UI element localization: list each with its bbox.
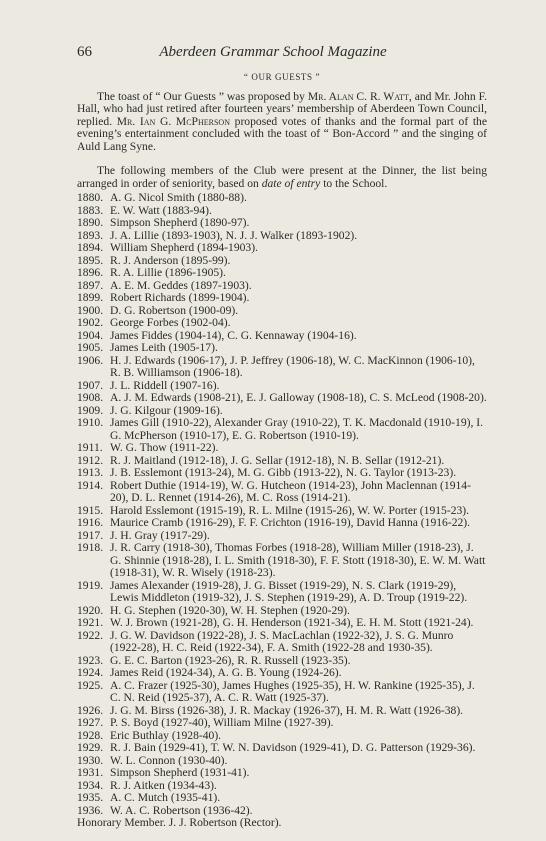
entry-year: 1926. xyxy=(77,703,104,717)
entry-year: 1915. xyxy=(77,503,104,517)
entry-names: R. A. Lillie (1896-1905). xyxy=(110,266,226,279)
entry-year: 1910. xyxy=(77,416,104,429)
entry-names: A. C. Frazer (1925-30), James Hughes (1925-35), H. W. Rankine (1925-35), J. C. N. Reid (1925-37), A. C. R. Watt (1925-37). xyxy=(110,678,475,704)
p2-text-b: to the School. xyxy=(320,176,388,190)
entry-names: W. G. Thow (1911-22). xyxy=(110,441,219,454)
entry-year: 1904. xyxy=(77,328,104,342)
entry-year: 1919. xyxy=(77,578,104,592)
entry-names: R. J. Bain (1929-41), T. W. N. Davidson (1929-41), D. G. Patterson (1929-36). xyxy=(110,741,476,754)
entry-names: D. G. Robertson (1900-09). xyxy=(110,303,239,317)
entry-names: J. R. Carry (1918-30), Thomas Forbes (1918-28), William Miller (1918-23), J. G. Shinnie (1918-28), I. L. Smith (1918-30), F. F. Stott (1918-30), E. W. M. Watt (1918-31), W. R. Wisely (1918-23). xyxy=(110,541,486,579)
attendance-paragraph xyxy=(77,165,487,190)
entry-year: 1918. xyxy=(77,541,104,554)
member-entry xyxy=(77,480,487,505)
entry-year: 1920. xyxy=(77,603,104,617)
entry-year: 1883. xyxy=(77,203,104,217)
entry-names: E. W. Watt (1883-94). xyxy=(110,203,212,217)
toast-paragraph xyxy=(77,91,487,154)
entry-year: 1912. xyxy=(77,453,104,467)
running-title: Aberdeen Grammar School Magazine xyxy=(159,44,387,60)
entry-names: Robert Richards (1899-1904). xyxy=(110,291,250,304)
entry-year: 1913. xyxy=(77,466,104,479)
thanks-proposer-name: Mr. Ian G. McPherson xyxy=(116,114,230,128)
entry-year: 1902. xyxy=(77,316,104,329)
entry-names: J. H. Gray (1917-29). xyxy=(110,528,210,542)
member-list xyxy=(77,192,487,817)
entry-names: James Alexander (1919-28), J. G. Bisset (1919-29), N. S. Clark (1919-29), Lewis Middleton (1919-32), J. S. Stephen (1919-29), A. D. Troup (1919-22). xyxy=(110,578,468,604)
member-entry xyxy=(77,680,487,705)
entry-names: J. A. Lillie (1893-1903), N. J. J. Walker (1893-1902). xyxy=(110,228,358,242)
entry-year: 1895. xyxy=(77,253,104,267)
entry-year: 1899. xyxy=(77,291,104,304)
entry-year: 1897. xyxy=(77,278,104,292)
entry-year: 1908. xyxy=(77,391,104,404)
entry-names: A. J. M. Edwards (1908-21), E. J. Galloway (1908-18), C. S. McLeod (1908-20). xyxy=(110,391,487,404)
member-entry xyxy=(77,355,487,380)
entry-year: 1928. xyxy=(77,728,104,742)
entry-year: 1907. xyxy=(77,378,104,392)
date-of-entry-emphasis: date of entry xyxy=(261,176,321,190)
entry-names: W. J. Brown (1921-28), G. H. Henderson (1921-34), E. H. M. Stott (1921-24). xyxy=(110,616,474,629)
entry-names: H. G. Stephen (1920-30), W. H. Stephen (1920-29). xyxy=(110,603,350,617)
entry-year: 1911. xyxy=(77,441,103,454)
member-entry xyxy=(77,630,487,655)
entry-names: James Leith (1905-17). xyxy=(110,341,218,354)
entry-names: Robert Duthie (1914-19), W. G. Hutcheon (1914-23), John Maclennan (1914-20), D. L. Rennet (1914-26), M. C. Ross (1914-21). xyxy=(110,478,471,504)
proposer-name: Mr. Alan C. R. Watt xyxy=(307,89,409,103)
entry-names: J. G. M. Birss (1926-38), J. R. Mackay (1926-37), H. M. R. Watt (1926-38). xyxy=(110,703,464,717)
entry-year: 1894. xyxy=(77,241,104,254)
entry-year: 1931. xyxy=(77,766,104,779)
entry-names: P. S. Boyd (1927-40), William Milne (1927-39). xyxy=(110,716,334,729)
entry-names: Simpson Shepherd (1931-41). xyxy=(110,766,250,779)
entry-year: 1923. xyxy=(77,653,104,667)
entry-names: Maurice Cramb (1916-29), F. F. Crichton (1916-19), David Hanna (1916-22). xyxy=(110,516,471,529)
page-number: 66 xyxy=(77,44,92,60)
honorary-member: Honorary Member. J. J. Robertson (Rector). xyxy=(77,816,282,829)
entry-names: W. L. Connon (1930-40). xyxy=(110,753,228,767)
member-entry xyxy=(77,542,487,580)
entry-names: George Forbes (1902-04). xyxy=(110,316,231,329)
entry-year: 1906. xyxy=(77,353,104,367)
entry-year: 1934. xyxy=(77,778,104,792)
entry-names: Harold Esslemont (1915-19), R. L. Milne (1915-26), W. W. Porter (1915-23). xyxy=(110,503,470,517)
p1-text-b: , and Mr. John F. Hall, who had just retired after fourteen years’ membership of Aberdeen Town Council, replied. xyxy=(77,89,487,128)
entry-names: J. G. Kilgour (1909-16). xyxy=(110,403,223,417)
entry-names: J. G. W. Davidson (1922-28), J. S. MacLachlan (1922-32), J. S. G. Munro (1922-28), H. C. Reid (1922-34), F. A. Smith (1922-28 and 1930-35). xyxy=(110,628,454,654)
entry-year: 1930. xyxy=(77,753,104,767)
section-title: “ OUR GUESTS ” xyxy=(243,72,321,82)
entry-names: R. J. Maitland (1912-18), J. G. Sellar (1912-18), N. B. Sellar (1912-21). xyxy=(110,453,445,467)
entry-year: 1925. xyxy=(77,678,104,692)
entry-names: William Shepherd (1894-1903). xyxy=(110,241,258,254)
entry-names: A. E. M. Geddes (1897-1903). xyxy=(110,278,252,292)
member-entry xyxy=(77,805,487,818)
entry-names: James Fiddes (1904-14), C. G. Kennaway (1904-16). xyxy=(110,328,357,342)
entry-names: J. B. Esslemont (1913-24), M. G. Gibb (1913-22), N. G. Taylor (1913-23). xyxy=(110,466,457,479)
entry-year: 1924. xyxy=(77,666,104,679)
entry-year: 1896. xyxy=(77,266,104,279)
entry-names: H. J. Edwards (1906-17), J. P. Jeffrey (1906-18), W. C. MacKinnon (1906-10), R. B. Williamson (1906-18). xyxy=(110,353,475,379)
member-entry xyxy=(77,417,487,442)
entry-year: 1921. xyxy=(77,616,104,629)
entry-names: J. L. Riddell (1907-16). xyxy=(110,378,220,392)
entry-names: Eric Buthlay (1928-40). xyxy=(110,728,222,742)
entry-year: 1890. xyxy=(77,216,104,229)
entry-year: 1927. xyxy=(77,716,104,729)
p1-text-c: proposed votes of thanks and the formal part of the evening’s entertainment concluded with the toast of “ Bon-Accord ” and the singing of Auld Lang Syne. xyxy=(77,114,487,153)
entry-year: 1893. xyxy=(77,228,104,242)
entry-year: 1914. xyxy=(77,478,104,492)
entry-year: 1917. xyxy=(77,528,104,542)
page-body xyxy=(77,71,487,830)
entry-names: G. E. C. Barton (1923-26), R. R. Russell (1923-35). xyxy=(110,653,351,667)
entry-names: Simpson Shepherd (1890-97). xyxy=(110,216,250,229)
entry-year: 1905. xyxy=(77,341,104,354)
entry-year: 1880. xyxy=(77,191,104,204)
entry-year: 1909. xyxy=(77,403,104,417)
entry-year: 1936. xyxy=(77,803,104,817)
entry-year: 1922. xyxy=(77,628,104,642)
entry-names: W. A. C. Robertson (1936-42). xyxy=(110,803,253,817)
member-entry xyxy=(77,580,487,605)
entry-year: 1929. xyxy=(77,741,104,754)
entry-names: James Gill (1910-22), Alexander Gray (1910-22), T. K. Macdonald (1910-19), I. G. McPherson (1910-17), E. G. Robertson (1910-19). xyxy=(110,416,484,442)
entry-names: A. C. Mutch (1935-41). xyxy=(110,791,221,804)
entry-names: James Reid (1924-34), A. G. B. Young (1924-26). xyxy=(110,666,342,679)
p2-text-a: The following members of the Club were present at the Dinner, the list being arranged in order of seniority, based on xyxy=(77,164,487,190)
entry-names: A. G. Nicol Smith (1880-88). xyxy=(110,191,247,204)
entry-year: 1935. xyxy=(77,791,104,804)
entry-year: 1900. xyxy=(77,303,104,317)
entry-names: R. J. Anderson (1895-99). xyxy=(110,253,231,267)
entry-year: 1916. xyxy=(77,516,104,529)
p1-text-a: The toast of “ Our Guests ” was proposed by xyxy=(97,89,308,103)
entry-names: R. J. Aitken (1934-43). xyxy=(110,778,217,792)
